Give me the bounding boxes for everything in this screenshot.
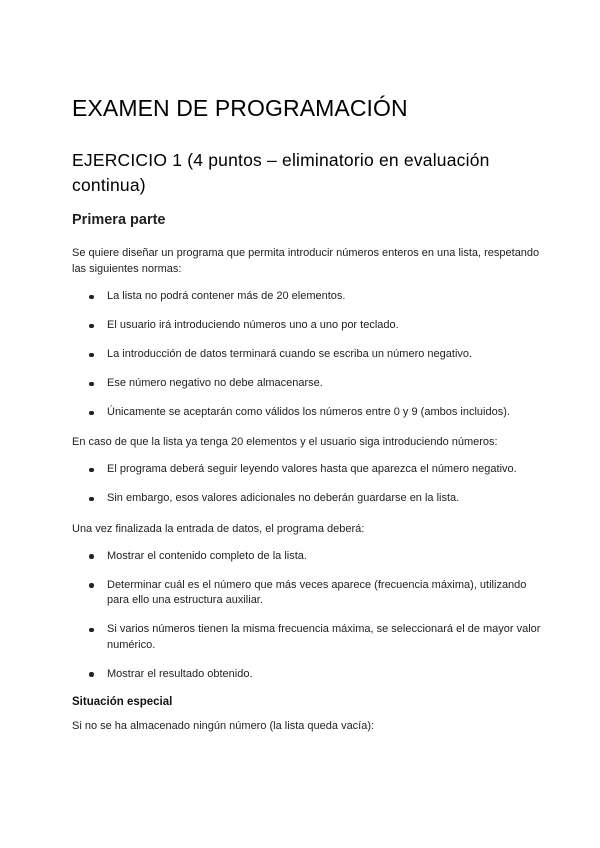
- list-item: [72, 462, 542, 478]
- bullet-icon: [89, 554, 94, 559]
- list-item: [72, 318, 542, 334]
- list-item: [72, 491, 542, 507]
- bullet-icon: [89, 411, 94, 416]
- section-title: Primera parte: [72, 212, 166, 228]
- list-item: [72, 376, 542, 392]
- list-item-text: El usuario irá introduciendo números uno a uno por teclado.: [107, 319, 399, 331]
- list-item-text: Mostrar el resultado obtenido.: [107, 667, 253, 680]
- bullet-icon: [89, 353, 94, 358]
- bullet-icon: [89, 324, 94, 329]
- list-item-text: El programa deberá seguir leyendo valores hasta que aparezca el número negativo.: [107, 463, 517, 475]
- list-item-text: Mostrar el contenido completo de la lista.: [107, 549, 307, 562]
- special-paragraph: Si no se ha almacenado ningún número (la lista queda vacía):: [72, 720, 375, 732]
- list-item-text: Únicamente se aceptarán como válidos los números entre 0 y 9 (ambos incluidos).: [107, 406, 510, 418]
- list-item: [72, 622, 542, 653]
- list-item-text: Si varios números tienen la misma frecuencia máxima, se seleccionará el de mayor valor numérico.: [107, 623, 541, 651]
- list-item: [72, 405, 542, 421]
- list-item: [72, 549, 542, 565]
- full-list-paragraph: En caso de que la lista ya tenga 20 elementos y el usuario siga introduciendo números:: [72, 436, 498, 448]
- list-item-text: Ese número negativo no debe almacenarse.: [107, 377, 323, 389]
- list-item-text: La introducción de datos terminará cuando se escriba un número negativo.: [107, 348, 473, 360]
- rules-list: [72, 289, 542, 421]
- bullet-icon: [89, 382, 94, 387]
- list-item-text: Determinar cuál es el número que más veces aparece (frecuencia máxima), utilizando para ello una estructura auxiliar.: [107, 578, 527, 606]
- list-item: [72, 667, 542, 683]
- bullet-icon: [89, 497, 94, 502]
- bullet-icon: [89, 468, 94, 473]
- exercise-title: EJERCICIO 1 (4 puntos – eliminatorio en evaluación continua): [72, 150, 490, 195]
- document-content: [72, 95, 542, 734]
- document-title: EXAMEN DE PROGRAMACIÓN: [72, 95, 408, 121]
- full-list-rules: [72, 462, 542, 507]
- bullet-icon: [89, 583, 94, 588]
- list-item-text: Sin embargo, esos valores adicionales no deberán guardarse en la lista.: [107, 492, 460, 504]
- intro-paragraph: Se quiere diseñar un programa que permita introducir números enteros en una lista, respetando las siguientes normas:: [72, 247, 540, 275]
- special-title: Situación especial: [72, 696, 173, 708]
- bullet-icon: [89, 628, 94, 633]
- list-item: [72, 289, 542, 305]
- bullet-icon: [89, 672, 94, 677]
- list-item-text: La lista no podrá contener más de 20 elementos.: [107, 290, 346, 302]
- after-input-steps: [72, 549, 542, 683]
- list-item: [72, 578, 542, 609]
- list-item: [72, 347, 542, 363]
- bullet-icon: [89, 295, 94, 300]
- after-input-paragraph: Una vez finalizada la entrada de datos, el programa deberá:: [72, 522, 365, 535]
